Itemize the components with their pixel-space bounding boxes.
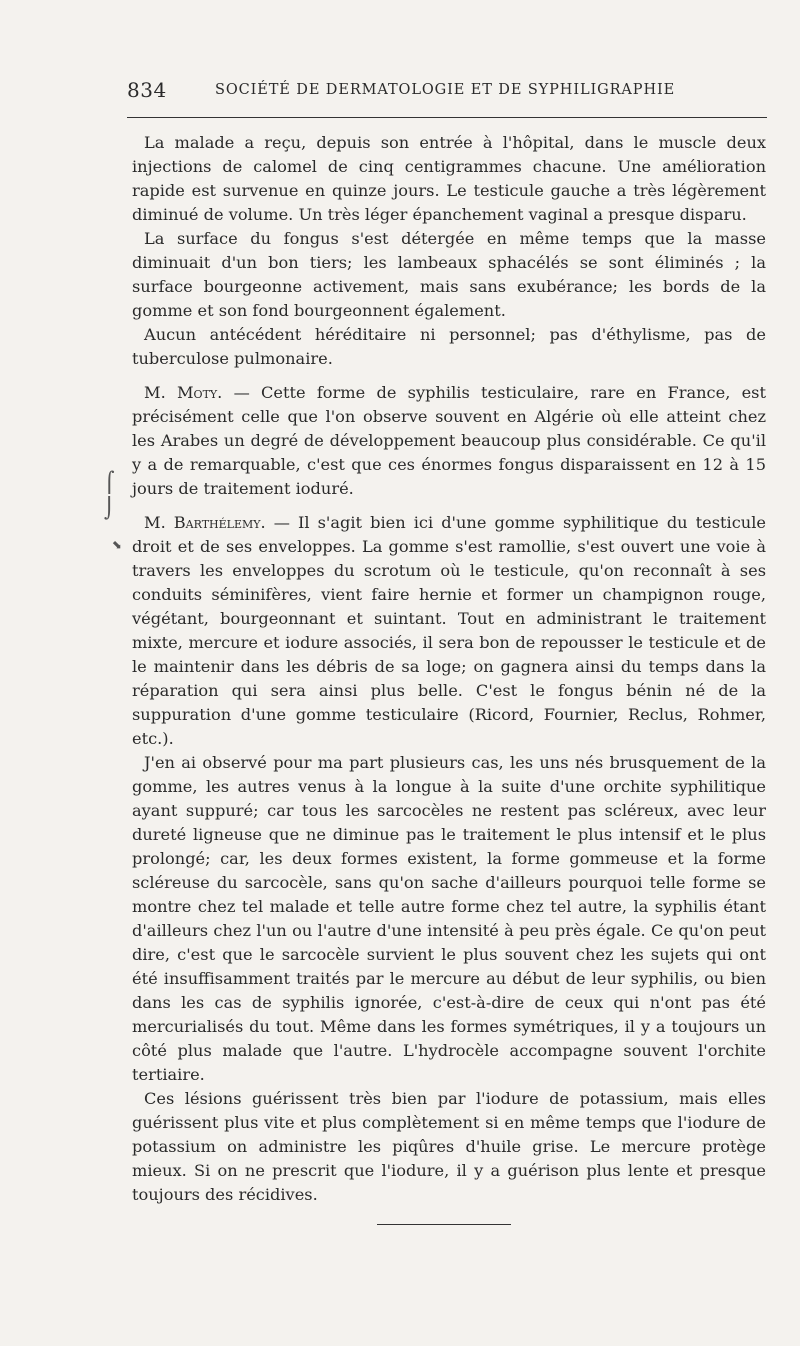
paragraph-treatment: La malade a reçu, depuis son entrée à l'hôpital, dans le muscle deux injections de calomel de cinq centigrammes chacune. Une amélioration rapide est survenue en quinze jours. Le testicule gauche a très légèrement diminué de volume. Un très léger épanchement vaginal a presque disparu. — [132, 133, 766, 224]
header-rule — [127, 117, 767, 118]
speaker-barthelemy: M. Barthélemy. — [144, 513, 266, 532]
paragraph-moty — [132, 381, 766, 501]
running-head: SOCIÉTÉ DE DERMATOLOGIE ET DE SYPHILIGRAPHIE — [215, 82, 676, 98]
barthelemy-remark: — Il s'agit bien ici d'une gomme syphilitique du testicule droit et de ses enveloppes. La gomme s'est ramollie, s'est ouvert une voie à travers les enveloppes du scrotum où le testicule, qu'on reconnaît à ses conduits séminifères, vient faire hernie et former un champignon rouge, végétant, bourgeonnant et suintant. Tout en administrant le traitement mixte, mercure et iodure associés, il sera bon de repousser le testicule et de le maintenir dans les débris de sa loge; on gagnera ainsi du temps dans la réparation qui sera ainsi plus belle. C'est le fongus bénin né de la suppuration d'une gomme testiculaire (Ricord, Fournier, Reclus, Rohmer, etc.). — [132, 513, 766, 748]
speaker-moty: M. Moty. — [144, 383, 223, 402]
margin-bracket-icon: ⌠ — [104, 470, 115, 494]
page-header — [127, 78, 767, 108]
margin-arrow-icon: ⬊ — [112, 538, 123, 552]
body-text — [132, 131, 766, 1207]
paragraph-barthelemy — [132, 511, 766, 751]
moty-remark: — Cette forme de syphilis testiculaire, rare en France, est précisément celle que l'on observe souvent en Algérie où elle atteint chez les Arabes un degré de développement beaucoup plus considérable. Ce qu'il y a de remarquable, c'est que ces énormes fongus disparaissent en 12 à 15 jours de traitement ioduré. — [132, 383, 766, 498]
paragraph-fongus: La surface du fongus s'est détergée en même temps que la masse diminuait d'un bon tiers; les lambeaux sphacélés se sont éliminés ; la surface bourgeonne activement, mais sans exubérance; les bords de la gomme et son fond bourgeonnent également. — [132, 229, 766, 320]
paragraph-antecedents: Aucun antécédent héréditaire ni personnel; pas d'éthylisme, pas de tuberculose pulmonaire. — [132, 325, 766, 368]
paragraph-observations: J'en ai observé pour ma part plusieurs cas, les uns nés brusquement de la gomme, les autres venus à la longue à la suite d'une orchite syphilitique ayant suppuré; car tous les sarcocèles ne restent pas scléreux, avec leur dureté ligneuse que ne diminue pas le traitement le plus intensif et le plus prolongé; car, les deux formes existent, la forme gommeuse et la forme scléreuse du sarcocèle, sans qu'on sache d'ailleurs pourquoi telle forme se montre chez tel malade et telle autre forme chez tel autre, la syphilis étant d'ailleurs chez l'un ou l'autre d'une intensité à peu près égale. Ce qu'on peut dire, c'est que le sarcocèle survient le plus souvent chez les sujets qui ont été insuffisamment traités par le mercure au début de leur syphilis, ou bien dans les cas de syphilis ignorée, c'est-à-dire de ceux qui n'ont pas été mercurialisés du tout. Même dans les formes symétriques, il y a toujours un côté plus malade que l'autre. L'hydrocèle accompagne souvent l'orchite tertiaire. — [132, 753, 766, 1084]
closing-rule — [377, 1224, 511, 1225]
paragraph-iodure: Ces lésions guérissent très bien par l'iodure de potassium, mais elles guérissent plus vite et plus complètement si en même temps que l'iodure de potassium on administre les piqûres d'huile grise. Le mercure protège mieux. Si on ne prescrit que l'iodure, il y a guérison plus lente et presque toujours des récidives. — [132, 1089, 766, 1204]
margin-bracket-lower-icon: ⌡ — [104, 496, 115, 520]
page-number: 834 — [127, 78, 167, 102]
